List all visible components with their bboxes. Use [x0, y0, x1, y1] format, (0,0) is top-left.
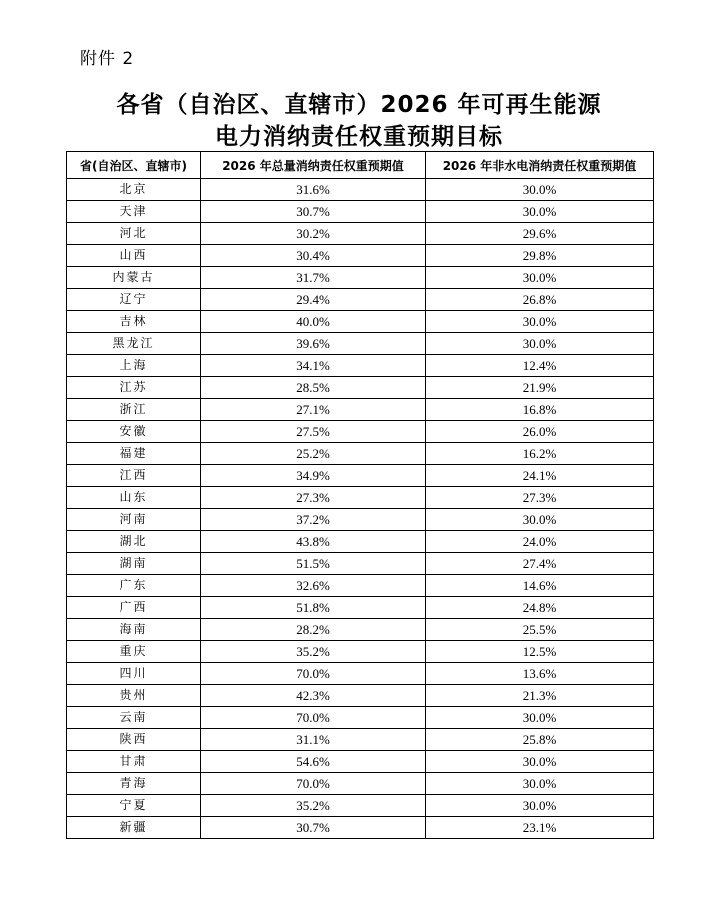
province-cell: 贵州	[67, 685, 201, 707]
table-row	[67, 355, 654, 377]
table-row	[67, 311, 654, 333]
province-cell: 重庆	[67, 641, 201, 663]
non-hydro-weight-cell: 27.3%	[426, 487, 654, 509]
non-hydro-weight-cell: 30.0%	[426, 267, 654, 289]
province-cell: 陕西	[67, 729, 201, 751]
total-weight-cell: 51.8%	[201, 597, 426, 619]
non-hydro-weight-cell: 30.0%	[426, 201, 654, 223]
total-weight-cell: 27.1%	[201, 399, 426, 421]
province-cell: 湖南	[67, 553, 201, 575]
province-cell: 甘肃	[67, 751, 201, 773]
table-row	[67, 487, 654, 509]
province-cell: 浙江	[67, 399, 201, 421]
total-weight-cell: 25.2%	[201, 443, 426, 465]
table-row	[67, 245, 654, 267]
total-weight-cell: 29.4%	[201, 289, 426, 311]
non-hydro-weight-cell: 16.2%	[426, 443, 654, 465]
non-hydro-weight-cell: 29.8%	[426, 245, 654, 267]
total-weight-cell: 35.2%	[201, 641, 426, 663]
header-province: 省(自治区、直辖市)	[67, 152, 201, 179]
total-weight-cell: 30.4%	[201, 245, 426, 267]
non-hydro-weight-cell: 14.6%	[426, 575, 654, 597]
document-title-line-1: 各省（自治区、直辖市）2026 年可再生能源	[116, 92, 602, 118]
province-cell: 青海	[67, 773, 201, 795]
non-hydro-weight-cell: 13.6%	[426, 663, 654, 685]
non-hydro-weight-cell: 30.0%	[426, 751, 654, 773]
province-cell: 河南	[67, 509, 201, 531]
total-weight-cell: 32.6%	[201, 575, 426, 597]
province-cell: 四川	[67, 663, 201, 685]
table-row	[67, 707, 654, 729]
total-weight-cell: 51.5%	[201, 553, 426, 575]
non-hydro-weight-cell: 30.0%	[426, 795, 654, 817]
total-weight-cell: 30.7%	[201, 201, 426, 223]
table-row	[67, 377, 654, 399]
total-weight-cell: 27.5%	[201, 421, 426, 443]
province-cell: 湖北	[67, 531, 201, 553]
weight-target-table	[66, 151, 654, 839]
table-row	[67, 817, 654, 839]
table-row	[67, 619, 654, 641]
non-hydro-weight-cell: 24.0%	[426, 531, 654, 553]
total-weight-cell: 70.0%	[201, 663, 426, 685]
table-row	[67, 179, 654, 201]
total-weight-cell: 70.0%	[201, 707, 426, 729]
non-hydro-weight-cell: 24.8%	[426, 597, 654, 619]
table-row	[67, 751, 654, 773]
non-hydro-weight-cell: 25.8%	[426, 729, 654, 751]
province-cell: 山东	[67, 487, 201, 509]
table-row	[67, 509, 654, 531]
province-cell: 天津	[67, 201, 201, 223]
province-cell: 内蒙古	[67, 267, 201, 289]
total-weight-cell: 30.2%	[201, 223, 426, 245]
non-hydro-weight-cell: 30.0%	[426, 179, 654, 201]
province-cell: 江苏	[67, 377, 201, 399]
province-cell: 黑龙江	[67, 333, 201, 355]
document-title-line-2: 电力消纳责任权重预期目标	[215, 124, 503, 150]
total-weight-cell: 34.9%	[201, 465, 426, 487]
table-body	[67, 179, 654, 839]
province-cell: 江西	[67, 465, 201, 487]
province-cell: 安徽	[67, 421, 201, 443]
table-row	[67, 729, 654, 751]
non-hydro-weight-cell: 26.0%	[426, 421, 654, 443]
total-weight-cell: 31.7%	[201, 267, 426, 289]
table-row	[67, 553, 654, 575]
total-weight-cell: 31.1%	[201, 729, 426, 751]
table-row	[67, 267, 654, 289]
table-row	[67, 421, 654, 443]
table-row	[67, 597, 654, 619]
non-hydro-weight-cell: 21.9%	[426, 377, 654, 399]
total-weight-cell: 42.3%	[201, 685, 426, 707]
non-hydro-weight-cell: 30.0%	[426, 773, 654, 795]
total-weight-cell: 34.1%	[201, 355, 426, 377]
non-hydro-weight-cell: 12.4%	[426, 355, 654, 377]
total-weight-cell: 37.2%	[201, 509, 426, 531]
table-row	[67, 795, 654, 817]
non-hydro-weight-cell: 21.3%	[426, 685, 654, 707]
non-hydro-weight-cell: 23.1%	[426, 817, 654, 839]
total-weight-cell: 70.0%	[201, 773, 426, 795]
table-row	[67, 399, 654, 421]
table-row	[67, 575, 654, 597]
province-cell: 山西	[67, 245, 201, 267]
table-header-row	[67, 152, 654, 179]
province-cell: 北京	[67, 179, 201, 201]
non-hydro-weight-cell: 30.0%	[426, 333, 654, 355]
table-row	[67, 685, 654, 707]
table-row	[67, 223, 654, 245]
header-total-weight: 2026 年总量消纳责任权重预期值	[201, 152, 426, 179]
table-row	[67, 289, 654, 311]
table-row	[67, 201, 654, 223]
province-cell: 广西	[67, 597, 201, 619]
non-hydro-weight-cell: 12.5%	[426, 641, 654, 663]
total-weight-cell: 27.3%	[201, 487, 426, 509]
non-hydro-weight-cell: 30.0%	[426, 707, 654, 729]
non-hydro-weight-cell: 30.0%	[426, 509, 654, 531]
non-hydro-weight-cell: 29.6%	[426, 223, 654, 245]
table-row	[67, 773, 654, 795]
total-weight-cell: 40.0%	[201, 311, 426, 333]
province-cell: 上海	[67, 355, 201, 377]
province-cell: 吉林	[67, 311, 201, 333]
attachment-label: 附件 2	[80, 49, 135, 69]
non-hydro-weight-cell: 25.5%	[426, 619, 654, 641]
province-cell: 福建	[67, 443, 201, 465]
non-hydro-weight-cell: 27.4%	[426, 553, 654, 575]
table-row	[67, 531, 654, 553]
province-cell: 云南	[67, 707, 201, 729]
province-cell: 辽宁	[67, 289, 201, 311]
table-row	[67, 333, 654, 355]
total-weight-cell: 28.5%	[201, 377, 426, 399]
province-cell: 河北	[67, 223, 201, 245]
table-row	[67, 641, 654, 663]
province-cell: 广东	[67, 575, 201, 597]
total-weight-cell: 31.6%	[201, 179, 426, 201]
total-weight-cell: 54.6%	[201, 751, 426, 773]
total-weight-cell: 35.2%	[201, 795, 426, 817]
non-hydro-weight-cell: 30.0%	[426, 311, 654, 333]
province-cell: 宁夏	[67, 795, 201, 817]
table-row	[67, 465, 654, 487]
total-weight-cell: 28.2%	[201, 619, 426, 641]
non-hydro-weight-cell: 24.1%	[426, 465, 654, 487]
total-weight-cell: 43.8%	[201, 531, 426, 553]
header-non-hydro-weight: 2026 年非水电消纳责任权重预期值	[426, 152, 654, 179]
non-hydro-weight-cell: 26.8%	[426, 289, 654, 311]
province-cell: 新疆	[67, 817, 201, 839]
total-weight-cell: 39.6%	[201, 333, 426, 355]
total-weight-cell: 30.7%	[201, 817, 426, 839]
non-hydro-weight-cell: 16.8%	[426, 399, 654, 421]
table-row	[67, 663, 654, 685]
table-row	[67, 443, 654, 465]
province-cell: 海南	[67, 619, 201, 641]
